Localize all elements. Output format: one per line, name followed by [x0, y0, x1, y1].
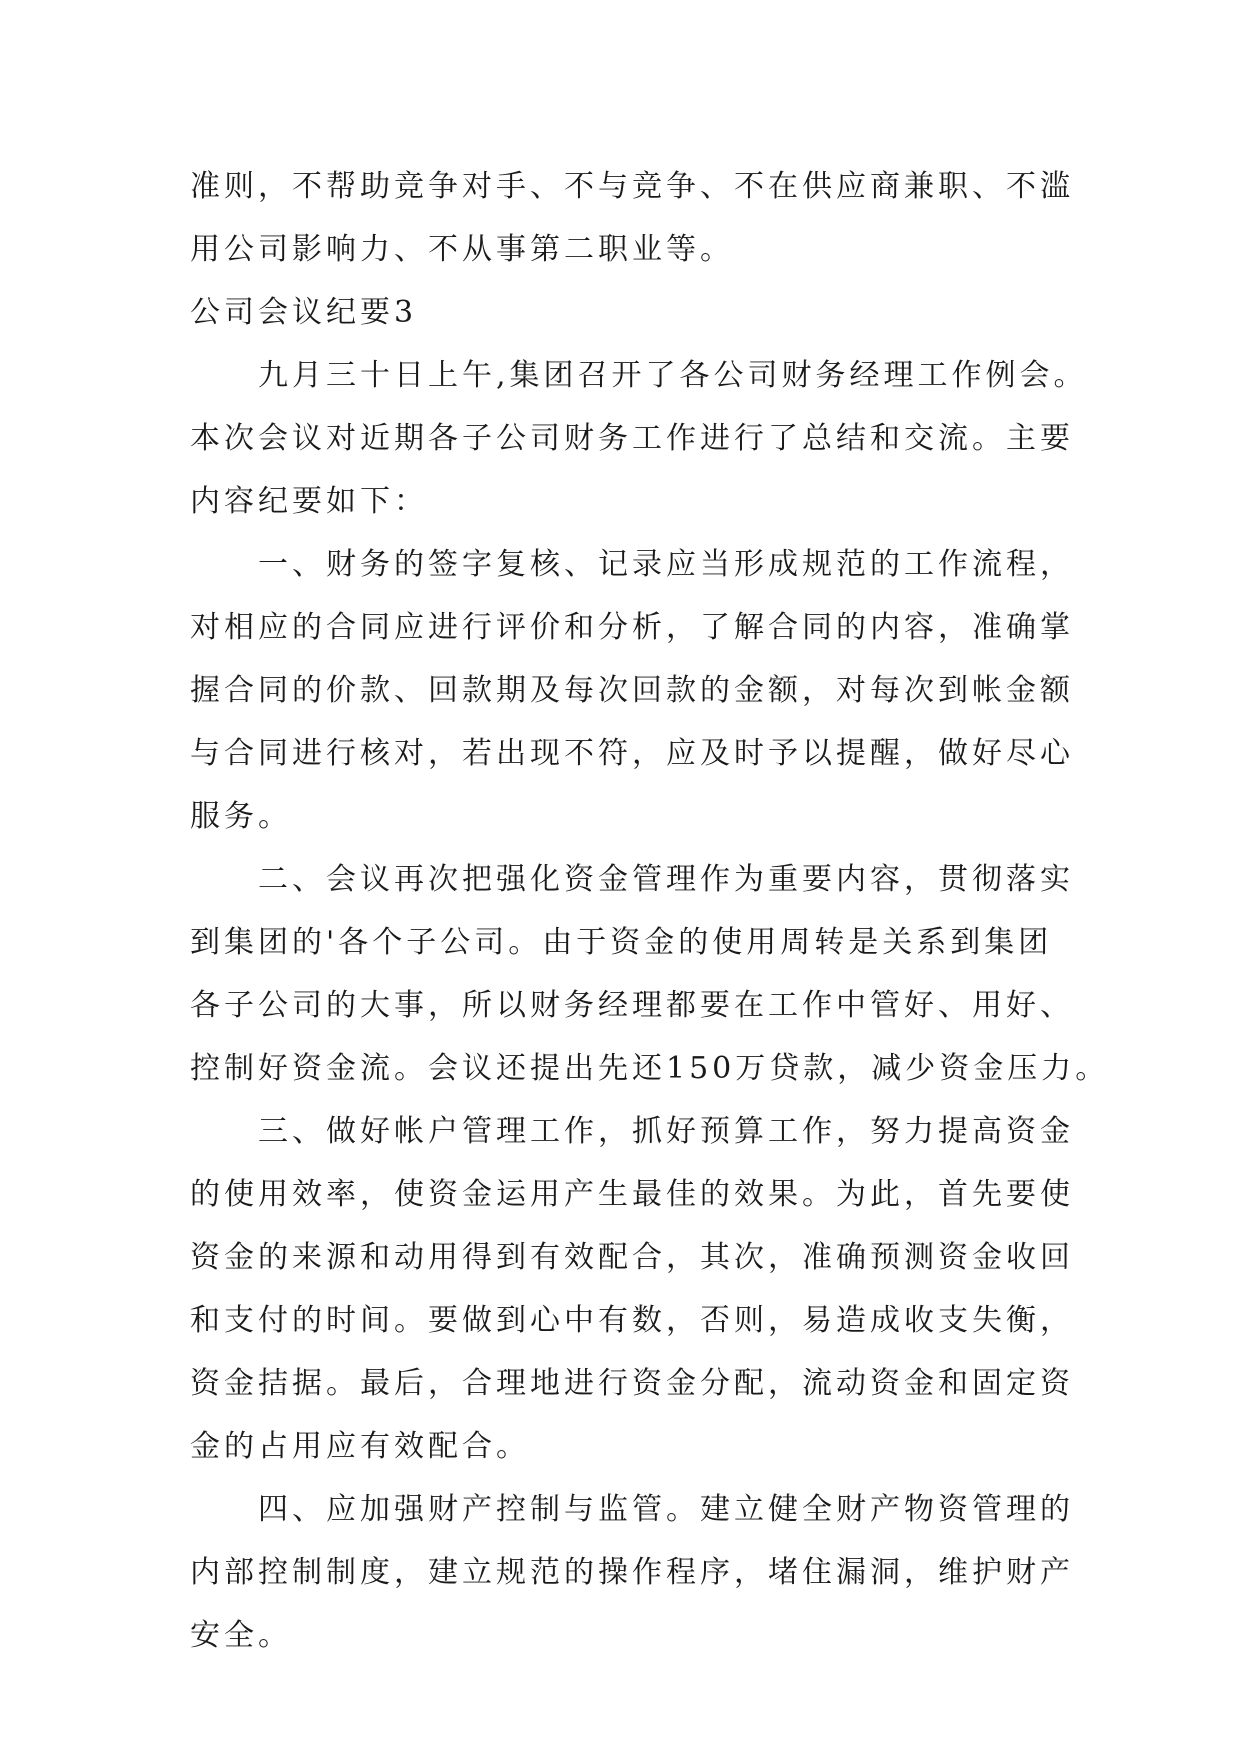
- text-line: 资金的来源和动用得到有效配合，其次，准确预测资金收回: [190, 1240, 1074, 1275]
- text-line: 内容纪要如下：: [190, 484, 428, 519]
- text-line: 的使用效率，使资金运用产生最佳的效果。为此，首先要使: [190, 1177, 1074, 1212]
- text-line: 各子公司的大事，所以财务经理都要在工作中管好、用好、: [190, 988, 1074, 1023]
- text-line: 一、财务的签字复核、记录应当形成规范的工作流程，: [258, 547, 1074, 582]
- text-line: 与合同进行核对，若出现不符，应及时予以提醒，做好尽心: [190, 736, 1074, 771]
- text-line: 金的占用应有效配合。: [190, 1429, 530, 1464]
- text-line: 到集团的'各个子公司。由于资金的使用周转是关系到集团: [190, 925, 1053, 960]
- text-line: 和支付的时间。要做到心中有数，否则，易造成收支失衡，: [190, 1303, 1074, 1338]
- text-line: 内部控制制度，建立规范的操作程序，堵住漏洞，维护财产: [190, 1555, 1074, 1590]
- document-page: [190, 155, 1110, 1667]
- text-line: 三、做好帐户管理工作，抓好预算工作，努力提高资金: [258, 1114, 1074, 1149]
- text-line: 九月三十日上午,集团召开了各公司财务经理工作例会。: [258, 358, 1088, 393]
- text-line: 本次会议对近期各子公司财务工作进行了总结和交流。主要: [190, 421, 1074, 456]
- text-line: 对相应的合同应进行评价和分析，了解合同的内容，准确掌: [190, 610, 1074, 645]
- text-line: 控制好资金流。会议还提出先还150万贷款，减少资金压力。: [190, 1051, 1110, 1086]
- text-line: 二、会议再次把强化资金管理作为重要内容，贯彻落实: [258, 862, 1074, 897]
- text-line: 四、应加强财产控制与监管。建立健全财产物资管理的: [258, 1492, 1074, 1527]
- text-line: 资金拮据。最后，合理地进行资金分配，流动资金和固定资: [190, 1366, 1074, 1401]
- text-line: 握合同的价款、回款期及每次回款的金额，对每次到帐金额: [190, 673, 1074, 708]
- text-line: 准则，不帮助竞争对手、不与竞争、不在供应商兼职、不滥: [190, 169, 1074, 204]
- text-line: 安全。: [190, 1618, 292, 1653]
- section-heading: 公司会议纪要3: [190, 295, 418, 330]
- text-line: 服务。: [190, 799, 292, 834]
- text-line: 用公司影响力、不从事第二职业等。: [190, 232, 734, 267]
